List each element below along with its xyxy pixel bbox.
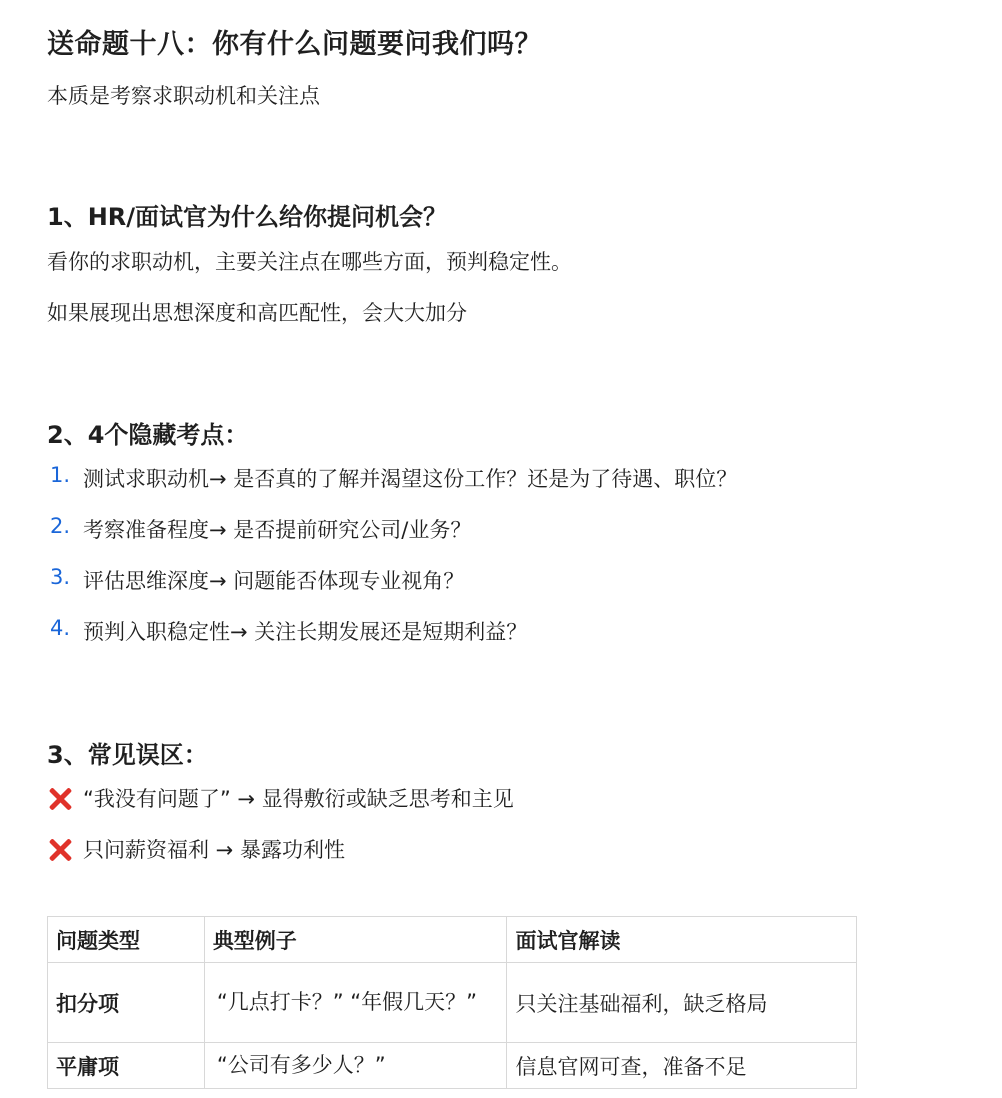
table-row (48, 1043, 857, 1089)
section-2-heading: 2、4个隐藏考点： (47, 421, 249, 449)
section-3-heading: 3、常见误区： (47, 741, 208, 769)
cross-mark-icon (47, 836, 73, 862)
mistake-text: “我没有问题了” → 显得敷衍或缺乏思考和主见 (83, 787, 514, 811)
list-number: 3. (50, 565, 71, 589)
table-cell: 扣分项 (48, 963, 205, 1043)
question-type-table (47, 916, 857, 1089)
page-subtitle: 本质是考察求职动机和关注点 (47, 84, 320, 108)
table-header-cell: 典型例子 (204, 917, 507, 963)
mistake-text: 只问薪资福利 → 暴露功利性 (83, 838, 345, 862)
list-item (47, 616, 737, 667)
hidden-points-list (47, 463, 737, 667)
section-1-heading: 1、HR/面试官为什么给你提问机会？ (47, 203, 448, 231)
list-item-text: 测试求职动机→ 是否真的了解并渴望这份工作？还是为了待遇、职位？ (83, 467, 738, 491)
list-item-text: 考察准备程度→ 是否提前研究公司/业务？ (83, 518, 472, 542)
table-cell: 只关注基础福利，缺乏格局 (507, 963, 857, 1043)
list-number: 1. (50, 463, 71, 487)
page-title: 送命题十八：你有什么问题要问我们吗？ (47, 29, 542, 60)
table-cell: “几点打卡？” “年假几天？” (204, 963, 507, 1043)
list-number: 4. (50, 616, 71, 640)
mistake-item (47, 783, 514, 813)
table-header-cell: 问题类型 (48, 917, 205, 963)
cross-mark-icon (47, 785, 73, 811)
table-cell: 平庸项 (48, 1043, 205, 1089)
table-cell: “公司有多少人？” (204, 1043, 507, 1089)
section-1-paragraph-1: 看你的求职动机，主要关注点在哪些方面，预判稳定性。 (47, 250, 572, 274)
table-cell: 信息官网可查，准备不足 (507, 1043, 857, 1089)
table-row (48, 963, 857, 1043)
table-header-row (48, 917, 857, 963)
list-number: 2. (50, 514, 71, 538)
mistake-item (47, 834, 345, 864)
section-1-paragraph-2: 如果展现出思想深度和高匹配性，会大大加分 (47, 301, 467, 325)
list-item (47, 463, 737, 514)
list-item (47, 565, 737, 616)
table-header-cell: 面试官解读 (507, 917, 857, 963)
list-item-text: 评估思维深度→ 问题能否体现专业视角？ (83, 569, 465, 593)
list-item-text: 预判入职稳定性→ 关注长期发展还是短期利益？ (83, 620, 528, 644)
list-item (47, 514, 737, 565)
